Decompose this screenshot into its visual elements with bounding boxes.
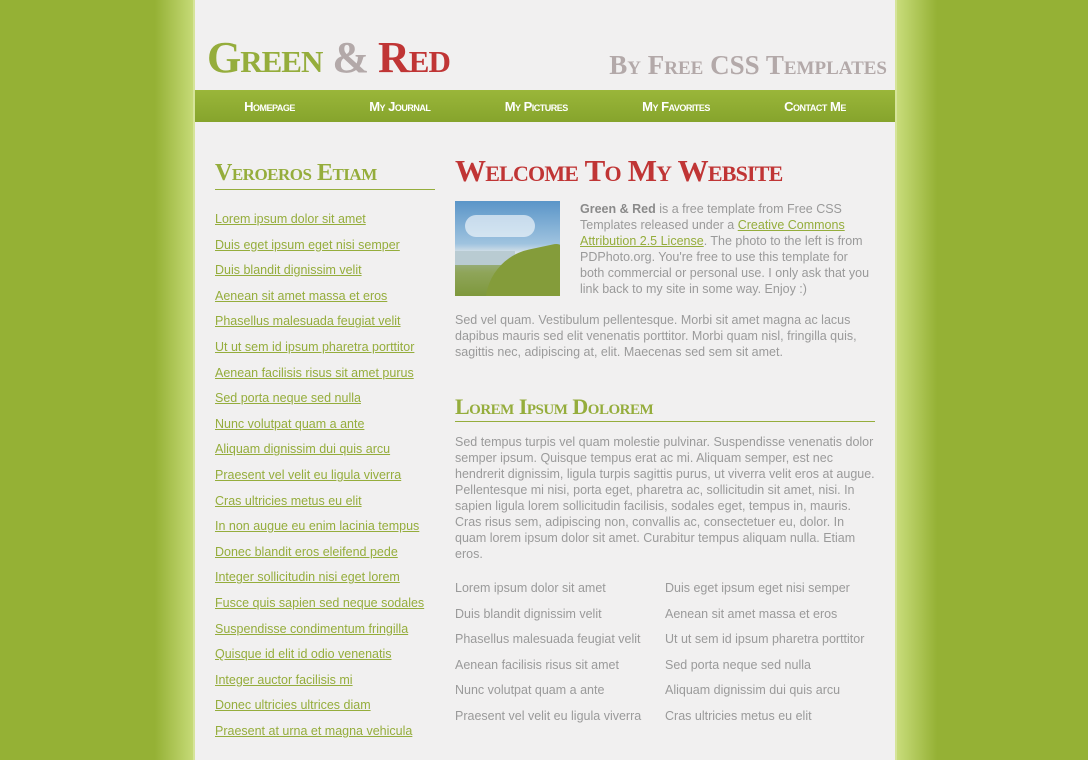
nav-homepage[interactable]: Homepage [244,98,295,114]
list-item: Duis eget ipsum eget nisi semper [665,581,850,595]
sidebar-link[interactable]: Praesent at urna et magna vehicula [215,723,413,738]
list-item: Phasellus malesuada feugiat velit [455,632,641,647]
list-item [215,641,435,667]
list-item [215,616,435,642]
logo-red: Red [378,33,450,82]
intro-text-1: is a free template from Free CSS Templates released under a [580,202,842,232]
sidebar-link[interactable]: Donec blandit eros eleifend pede [215,544,398,559]
list-item [215,257,435,283]
list-item [215,360,435,386]
list-item: Lorem ipsum dolor sit amet [455,581,606,595]
sidebar-link[interactable]: Sed porta neque sed nulla [215,391,361,406]
sidebar-link[interactable]: Cras ultricies metus eu elit [215,493,362,508]
intro-text-2: . The photo to the left is from PDPhoto.org. You're free to use this template for both commercial or personal use. I only ask that you link back to my site in some way. Enjoy :) [580,234,870,296]
background-glow-right [897,0,937,760]
sidebar-link[interactable]: In non augue eu enim lacinia tempus [215,519,420,534]
list-item [215,462,435,488]
list-item [215,334,435,360]
page-container [193,0,897,760]
header [195,0,895,90]
sidebar-title: Veroeros Etiam [215,160,435,190]
sidebar-link[interactable]: Aenean facilisis risus sit amet purus [215,365,414,380]
list-item [215,692,435,718]
list-item [215,564,435,590]
photo-cloud [465,215,535,237]
list-item: Nunc volutpat quam a ante [455,683,605,698]
list-item: Aenean sit amet massa et eros [665,606,838,621]
sidebar-link[interactable]: Quisque id elit id odio venenatis [215,647,392,662]
list-item [215,308,435,334]
intro-block [455,201,875,297]
sidebar-link[interactable]: Aliquam dignissim dui quis arcu [215,442,391,457]
list-item [215,232,435,258]
sidebar-link[interactable]: Ut ut sem id ipsum pharetra porttitor [215,339,415,354]
intro-paragraph [580,201,875,297]
list-item: Ut ut sem id ipsum pharetra porttitor [665,632,865,647]
list-item: Aliquam dignissim dui quis arcu [665,683,841,698]
sidebar-link[interactable]: Aenean sit amet massa et eros [215,288,388,303]
section-title: Lorem Ipsum Dolorem [455,394,875,422]
sidebar-link[interactable]: Suspendisse condimentum fringilla [215,621,409,636]
sidebar-link-list [215,206,435,743]
sidebar [215,160,435,743]
list-item: Duis blandit dignissim velit [455,606,602,621]
sidebar-link[interactable]: Integer sollicitudin nisi eget lorem [215,570,400,585]
sidebar-link[interactable]: Nunc volutpat quam a ante [215,416,365,431]
main-content [455,153,875,730]
sidebar-link[interactable]: Duis blandit dignissim velit [215,263,362,278]
page-title: Welcome To My Website [455,153,783,188]
list-item [215,539,435,565]
column-list-right [665,576,875,730]
list-item: Aenean facilisis risus sit amet [455,657,619,672]
list-item [215,590,435,616]
sidebar-link[interactable]: Lorem ipsum dolor sit amet [215,212,366,226]
logo-ampersand: & [332,33,369,82]
list-item [215,488,435,514]
list-item: Praesent vel velit eu ligula viverra [455,708,642,723]
list-item [215,718,435,744]
site-byline: By Free CSS Templates [609,50,887,80]
list-item: Sed porta neque sed nulla [665,657,811,672]
sidebar-link[interactable]: Fusce quis sapien sed neque sodales [215,595,425,610]
logo-green: Green [207,33,323,82]
list-item [215,436,435,462]
list-item [215,513,435,539]
nav-my-favorites[interactable]: My Favorites [642,98,710,114]
background-glow-left [155,0,195,760]
list-item [215,206,435,232]
sidebar-link[interactable]: Phasellus malesuada feugiat velit [215,314,401,329]
list-item [215,283,435,309]
license-link[interactable]: Creative Commons Attribution 2.5 License [580,218,845,248]
list-item: Cras ultricies metus eu elit [665,708,812,723]
intro-bold: Green & Red [580,202,656,216]
body-paragraph-2: Sed tempus turpis vel quam molestie pulvinar. Suspendisse venenatis dolor semper ipsum. Quisque tempus erat ac mi. Aliquam semper, est nec hendrerit dignissim, ligula turpis sagittis purus, ut viverra velit eros at augue. Pellentesque mi nisi, porta eget, pharetra ac, sollicitudin sit amet, nisi. In sapien ligula lorem sollicitudin facilisis, sodales eget, tempus in, mauris. Cras risus sem, adipiscing non, convallis ac, consectetuer eu, dolor. In quam lorem ipsum dolor sit amet. Curabitur tempus aliquam nulla. Etiam eros. [455,435,875,561]
sidebar-link[interactable]: Integer auctor facilisis mi [215,672,353,687]
site-logo[interactable] [207,33,450,82]
two-column-list [455,576,875,730]
sidebar-link[interactable]: Duis eget ipsum eget nisi semper [215,237,400,252]
column-list-left [455,576,665,730]
sidebar-link[interactable]: Donec ultricies ultrices diam [215,698,371,713]
nav-my-journal[interactable]: My Journal [369,98,431,114]
main-nav [195,90,895,122]
list-item [215,385,435,411]
body-paragraph-1: Sed vel quam. Vestibulum pellentesque. Morbi sit amet magna ac lacus dapibus mauris sed elit venenatis porttitor. Morbi quam nisl, fringilla quis, sagittis nec, adipiscing at, elit. Maecenas sed sem sit amet. [455,313,857,359]
list-item [215,667,435,693]
nav-my-pictures[interactable]: My Pictures [504,98,568,114]
sidebar-link[interactable]: Praesent vel velit eu ligula viverra [215,467,402,482]
list-item [215,411,435,437]
beach-photo [455,201,560,296]
nav-contact-me[interactable]: Contact Me [784,98,846,114]
